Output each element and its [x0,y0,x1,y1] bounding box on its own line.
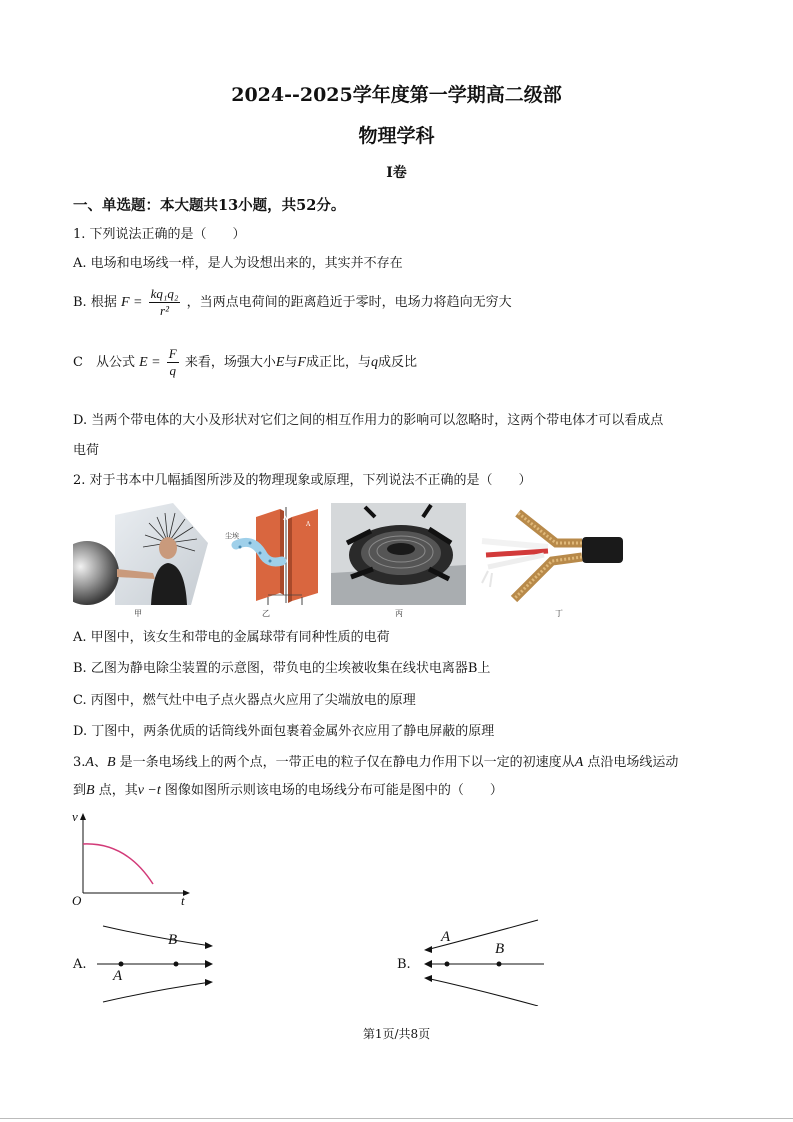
point-a-dot [119,962,124,967]
figure-bing-image [331,503,466,605]
q2-option-d: D. 丁图中，两条优质的话筒线外面包裹着金属外衣应用了静电屏蔽的原理 [73,724,495,739]
arrow-icon [424,946,432,953]
page-number: 第1页/共8页 [362,1027,431,1041]
option-a-point-a: A [113,968,123,984]
q1-option-d-line2: 电荷 [73,443,100,458]
q3-text5: 图像如图所示则该电场的电场线分布可能是图中的（ ） [160,783,503,798]
vt-graph [66,808,196,912]
q3-vt: v −t [137,783,161,798]
arrow-icon [205,960,213,968]
vt-curve [83,844,153,884]
q3-number: 3. [73,755,86,770]
q1-b-prefix: B. 根据 [73,295,117,310]
q1-c-e: E [275,355,285,370]
arrow-icon [205,942,213,949]
arrow-icon [424,975,432,982]
point-a-dot [445,962,450,967]
q1-c-f: F [297,355,306,370]
q1-c-q: q [371,355,378,370]
exam-title: 2024--2025学年度第一学期高二级部 [231,84,562,106]
subject-title: 物理学科 [358,125,435,147]
field-line [103,982,211,1002]
q1-c-prefix: C 从公式 [73,355,135,370]
field-line [103,926,211,946]
field-line [426,978,538,1006]
page-bottom-rule [0,1118,793,1119]
q1-b-suffix: ，当两点电荷间的距离趋近于零时，电场力将趋向无穷大 [186,295,512,310]
q1-option-a: A. 电场和电场线一样，是人为设想出来的，其实并不存在 [73,256,403,271]
figure-yi-diagram [222,503,322,605]
q3-option-a-label: A. [73,957,87,972]
graph-origin-label: O [72,893,82,908]
coulomb-numerator: kq₁q₂ [150,286,179,301]
q1-c-mid2: 与 [284,355,298,370]
q1-c-lhs: E = [139,355,161,370]
q1-b-formula-lhs: F = [120,295,143,310]
q3-text1: 是一条电场线上的两个点，一带正电的粒子仅在静电力作用下以一定的初速度从 [115,755,575,770]
q2-option-b: B. 乙图为静电除尘装置的示意图，带负电的尘埃被收集在线状电离器B上 [73,661,491,676]
q3-text3: 到 [73,783,87,798]
arrow-icon [205,979,213,986]
field-formula [167,346,179,379]
q2-option-a: A. 甲图中，该女生和带电的金属球带有同种性质的电荷 [73,630,390,645]
q1-c-mid3: 成正比，与 [305,355,371,370]
q1-option-c [73,346,417,379]
coulomb-formula [149,286,181,319]
arrow-icon [424,960,432,968]
plate-label-2: A [306,521,311,528]
coulomb-denominator: r² [160,303,169,318]
q1-c-mid1: 来看，场强大小 [184,355,276,370]
q3-point-a: A [85,755,94,770]
q1-option-d-line1: D. 当两个带电体的大小及形状对它们之间的相互作用力的影响可以忽略时，这两个带电体才可以看成点 [73,413,664,428]
graph-v-label: v [72,809,78,824]
dust-label: 尘埃 [225,532,239,540]
q3-sep: 、 [93,755,107,770]
point-b-dot [174,962,179,967]
option-a-point-b: B [168,932,178,948]
caption-jia: 甲 [134,609,142,618]
q1-stem: 1. 下列说法正确的是（ ） [73,227,246,242]
q3-point-a2: A [574,755,584,770]
q3-point-b: B [106,755,116,770]
caption-ding: 丁 [555,609,563,618]
field-denominator: q [169,363,176,378]
field-numerator: F [168,346,177,361]
q1-c-mid4: 成反比 [378,355,418,370]
q3-point-b2: B [86,783,95,798]
plate-label-1: A [283,515,288,522]
point-b-dot [497,962,502,967]
field-lines-b [420,916,545,1006]
q3-text4: 点，其 [94,783,138,798]
q3-option-b-label: B. [397,957,411,972]
caption-yi: 乙 [262,609,270,618]
figure-jia-image [73,503,208,605]
volume-label: I卷 [386,165,407,181]
graph-t-label: t [181,893,185,908]
q2-stem: 2. 对于书本中几幅插图所涉及的物理现象或原理，下列说法不正确的是（ ） [73,473,532,488]
caption-bing: 丙 [395,609,403,618]
option-b-point-a: A [441,929,451,945]
option-b-point-b: B [495,941,505,957]
q1-option-b [73,286,512,319]
field-lines-a [95,916,220,1006]
q3-line1 [73,755,678,771]
q2-option-c: C. 丙图中，燃气灶中电子点火器点火应用了尖端放电的原理 [73,693,416,708]
figure-ding-image [478,503,623,605]
q3-line2 [73,783,503,799]
v-axis-arrow-icon [80,813,86,820]
q3-text2: 点沿电场线运动 [583,755,679,770]
section-heading: 一、单选题：本大题共13小题，共52分。 [73,197,346,214]
